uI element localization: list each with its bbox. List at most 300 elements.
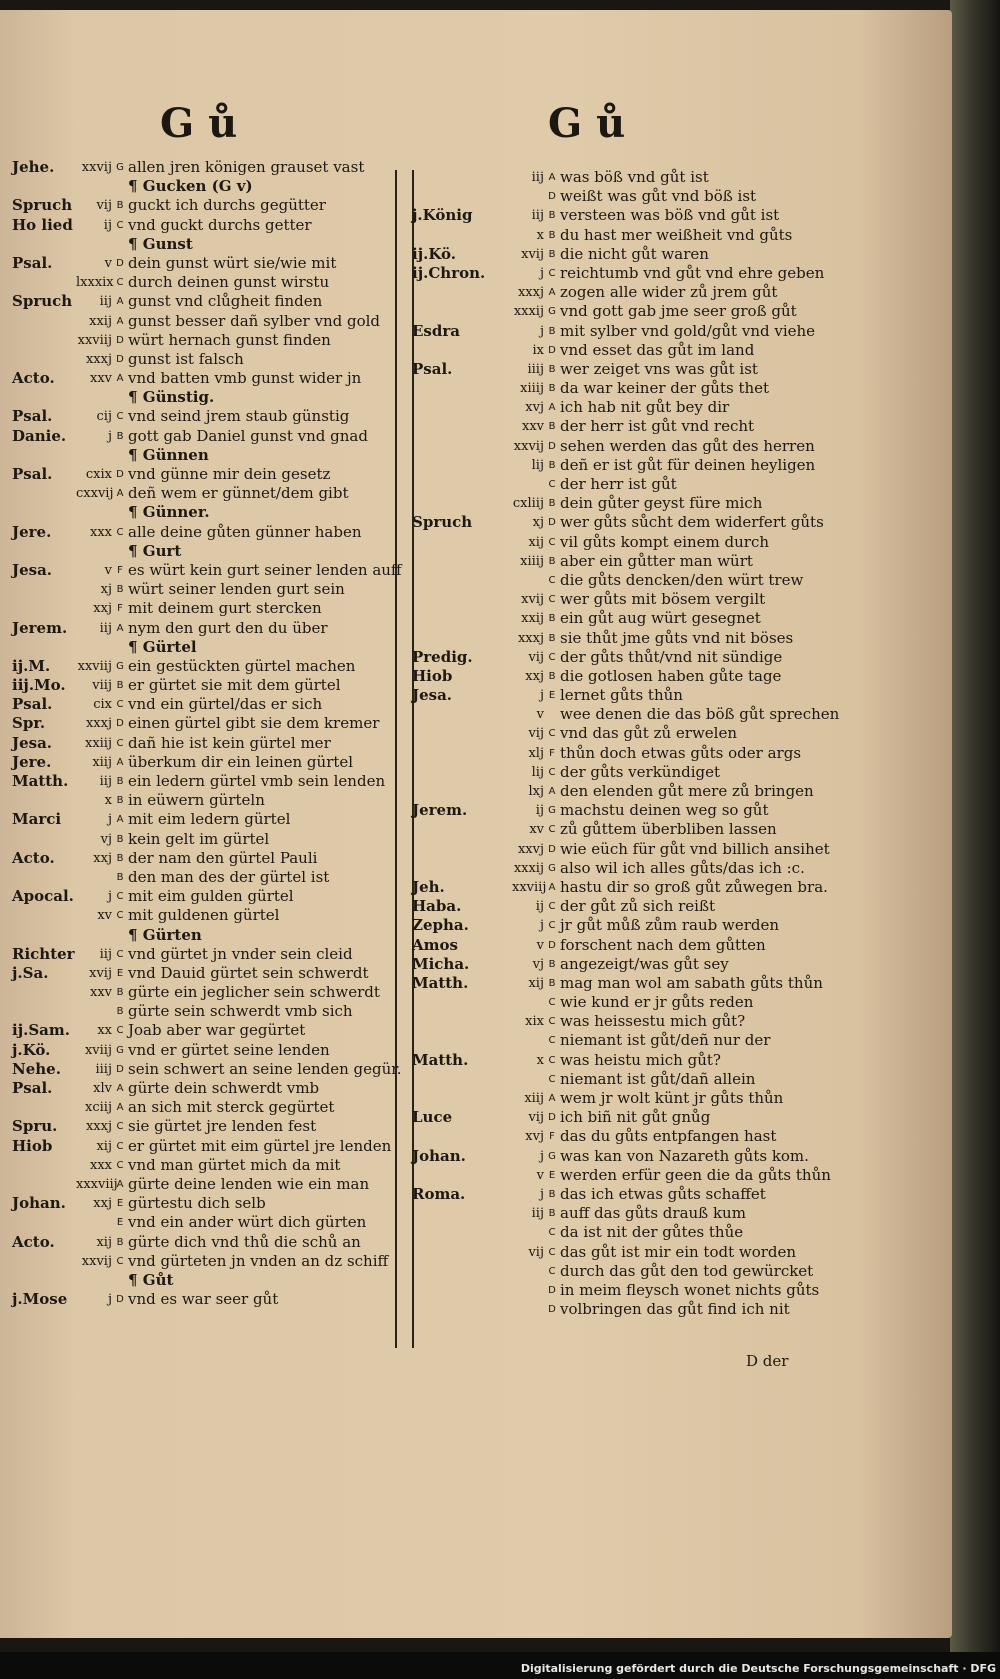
book-reference: ij.M. — [12, 656, 51, 675]
concordance-line — [12, 830, 397, 849]
citation-text: mit guldenen gürtel — [128, 906, 280, 925]
book-reference: Micha. — [412, 954, 470, 973]
chapter-number: j — [539, 323, 544, 339]
chapter-number: j — [539, 1148, 544, 1164]
chapter-number: vij — [528, 726, 544, 742]
citation-text: vnd er gürtet seine lenden — [128, 1040, 330, 1059]
section-letter: D — [116, 1063, 124, 1075]
section-letter: C — [548, 997, 556, 1009]
chapter-number: xvij — [521, 246, 544, 262]
section-letter: A — [548, 1093, 556, 1104]
book-reference: Acto. — [12, 369, 55, 388]
citation-text: gürte deine lenden wie ein man — [128, 1174, 370, 1193]
book-reference: Spruch — [12, 292, 73, 311]
right-column — [412, 168, 840, 1319]
book-reference: Psal. — [12, 1079, 53, 1097]
concordance-line — [12, 560, 402, 580]
concordance-line — [412, 1223, 807, 1242]
book-reference: Hiob — [412, 666, 453, 685]
concordance-line — [12, 1156, 397, 1175]
section-letter: C — [116, 737, 124, 749]
chapter-number: iij — [531, 1206, 544, 1222]
concordance-line — [12, 523, 397, 542]
section-letter: A — [548, 287, 556, 299]
citation-text: vil gůts kompt einem durch — [560, 532, 770, 551]
citation-text: das du gůts entpfangen hast — [560, 1127, 777, 1146]
citation-text: angezeigt/was gůt sey — [560, 954, 729, 973]
book-reference: Esdra — [412, 321, 460, 340]
concordance-line — [412, 1127, 807, 1146]
citation-text: den man des der gürtel ist — [128, 867, 330, 886]
section-letter: A — [116, 1178, 124, 1190]
citation-text: ein ledern gürtel vmb sein lenden — [128, 772, 386, 790]
section-letter: C — [116, 1121, 124, 1133]
chapter-number: xvij — [89, 965, 112, 981]
section-letter: D — [116, 469, 124, 480]
chapter-number: vj — [100, 831, 112, 847]
concordance-line — [12, 619, 397, 638]
chapter-number: x — [536, 1052, 544, 1068]
section-letter: B — [548, 613, 556, 625]
citation-text: sein schwert an seine lenden gegür. — [128, 1059, 402, 1078]
concordance-line — [12, 810, 397, 829]
concordance-line — [412, 206, 807, 225]
concordance-line — [412, 263, 825, 283]
book-reference: j.Sa. — [12, 963, 49, 982]
book-reference: Hiob — [12, 1136, 53, 1155]
chapter-number: v — [104, 255, 112, 271]
book-reference: Jerem. — [412, 801, 468, 820]
book-reference: Johan. — [12, 1194, 66, 1213]
section-letter: F — [117, 603, 123, 615]
citation-text: wer zeiget vns was gůt ist — [560, 359, 758, 378]
concordance-line — [12, 1213, 397, 1232]
concordance-line — [12, 1175, 397, 1194]
concordance-line — [12, 926, 397, 945]
citation-text: gott gab Daniel gunst vnd gnad — [128, 426, 368, 445]
chapter-number: xj — [532, 515, 544, 531]
section-letter: C — [116, 1025, 124, 1037]
concordance-line — [412, 955, 807, 974]
concordance-line — [12, 1117, 397, 1136]
concordance-line — [12, 1194, 397, 1213]
concordance-line — [12, 158, 397, 177]
chapter-number: xxxij — [513, 304, 544, 320]
citation-text: was böß vnd gůt ist — [560, 168, 709, 186]
book-reference: Acto. — [12, 1232, 55, 1251]
citation-text: wie kund er jr gůts reden — [560, 993, 754, 1012]
citation-text: vnd ein ander würt dich gürten — [128, 1213, 367, 1232]
chapter-number: xxij — [521, 611, 544, 627]
concordance-line — [412, 973, 823, 993]
chapter-number: xxxj — [517, 630, 544, 646]
section-letter: D — [548, 1304, 556, 1316]
section-letter: B — [548, 670, 556, 682]
citation-text: da war keiner der gůts thet — [560, 379, 770, 398]
section-letter: C — [548, 651, 556, 663]
concordance-line — [412, 1070, 807, 1089]
concordance-line — [412, 436, 815, 456]
section-letter: C — [548, 1265, 556, 1277]
book-reference: Psal. — [12, 407, 53, 426]
chapter-number: xvj — [525, 1129, 544, 1145]
citation-text: was heissestu mich gůt? — [560, 1012, 746, 1031]
concordance-line — [12, 849, 397, 868]
catchword: D der — [746, 1352, 789, 1370]
book-reference: Danie. — [12, 426, 67, 445]
citation-text: nym den gurt den du über — [128, 618, 328, 637]
concordance-line — [412, 590, 807, 609]
citation-text: die gůts dencken/den würt trew — [560, 570, 804, 589]
section-letter: C — [548, 920, 556, 932]
chapter-number: xciij — [85, 1100, 112, 1116]
citation-text: vnd man gürtet mich da mit — [128, 1155, 341, 1174]
citation-text: forschent nach dem gůtten — [560, 935, 766, 954]
section-letter: F — [549, 747, 555, 759]
chapter-number: xviij — [84, 1042, 112, 1058]
left-column — [12, 158, 402, 1309]
concordance-line — [412, 763, 807, 782]
section-letter: F — [117, 564, 123, 576]
concordance-line — [412, 936, 807, 955]
concordance-line — [12, 407, 397, 426]
citation-text: in meim fleysch wonet nichts gůts — [560, 1280, 820, 1299]
concordance-line — [412, 571, 807, 590]
citation-text: ¶ Gürten — [128, 925, 202, 944]
citation-text: durch das gůt den tod gewürcket — [560, 1261, 814, 1280]
chapter-number: xxv — [89, 985, 112, 1001]
concordance-line — [412, 245, 807, 264]
section-letter: B — [548, 977, 556, 989]
citation-text: vnd es war seer gůt — [128, 1290, 279, 1309]
book-reference: Matth. — [12, 772, 69, 790]
section-letter: A — [548, 172, 556, 183]
book-reference: ij.Chron. — [412, 263, 486, 282]
section-letter: G — [548, 306, 556, 318]
concordance-line — [12, 1137, 397, 1156]
chapter-number: xiij — [524, 1091, 544, 1106]
section-letter: B — [548, 229, 556, 241]
concordance-line — [412, 724, 807, 743]
section-letter: B — [116, 1236, 124, 1248]
citation-text: niemant ist gůt/dañ allein — [560, 1069, 756, 1088]
citation-text: die gotlosen haben gůte tage — [560, 666, 782, 685]
book-reference: Johan. — [412, 1146, 466, 1165]
concordance-line — [412, 1261, 814, 1281]
section-letter: C — [548, 1016, 556, 1028]
citation-text: er gürtet mit eim gürtel jre lenden — [128, 1136, 392, 1155]
concordance-line — [12, 312, 397, 331]
book-page — [0, 10, 952, 1638]
concordance-line — [12, 427, 397, 446]
concordance-line — [412, 609, 807, 628]
section-letter: D — [548, 843, 556, 855]
section-letter: E — [116, 1217, 124, 1229]
citation-text: vnd esset das gůt im land — [560, 340, 755, 359]
section-letter: C — [548, 574, 556, 586]
book-reference: Jehe. — [12, 158, 55, 176]
chapter-number: lij — [531, 457, 544, 473]
section-letter: D — [548, 1284, 556, 1296]
section-letter: C — [116, 411, 124, 423]
citation-text: gürte sein schwerdt vmb sich — [128, 1002, 353, 1021]
citation-text: alle deine gůten günner haben — [128, 522, 362, 541]
concordance-line — [412, 341, 807, 360]
book-reference: Psal. — [12, 695, 53, 714]
citation-text: vnd guckt durchs getter — [128, 215, 312, 234]
concordance-line — [412, 360, 807, 379]
book-reference: Richter — [12, 944, 75, 963]
citation-text: gürte dich vnd thů die schů an — [128, 1232, 361, 1251]
section-letter: G — [116, 162, 124, 173]
section-letter: D — [116, 1294, 124, 1306]
citation-text: der herr ist gůt — [560, 475, 677, 493]
section-letter: B — [116, 795, 124, 807]
section-letter: B — [116, 1006, 124, 1018]
book-reference: Marci — [12, 810, 62, 829]
chapter-number: vij — [528, 649, 544, 665]
section-letter: B — [548, 632, 556, 644]
book-reference: iij.Mo. — [12, 676, 66, 695]
chapter-number: xix — [525, 1014, 544, 1030]
chapter-number: xv — [97, 908, 112, 924]
citation-text: das gůt ist mir ein todt worden — [560, 1242, 797, 1261]
citation-text: guckt ich durchs gegütter — [128, 196, 326, 215]
concordance-line — [12, 388, 397, 407]
chapter-number: j — [107, 812, 112, 828]
section-letter: B — [548, 1208, 556, 1220]
concordance-line — [412, 648, 807, 667]
citation-text: zogen alle wider zů jrem gůt — [560, 283, 778, 302]
concordance-line — [412, 1108, 807, 1127]
concordance-line — [412, 226, 807, 245]
citation-text: machstu deinen weg so gůt — [560, 801, 769, 820]
section-letter: G — [548, 805, 556, 817]
section-letter: A — [116, 296, 124, 308]
section-letter: B — [548, 383, 556, 395]
citation-text: ¶ Günner. — [128, 503, 210, 522]
citation-text: vnd gürtet jn vnder sein cleid — [128, 944, 353, 963]
section-letter: A — [116, 488, 124, 500]
book-reference: Psal. — [12, 253, 53, 272]
chapter-number: viij — [92, 678, 112, 694]
concordance-line — [412, 513, 824, 532]
citation-text: der herr ist gůt vnd recht — [560, 417, 755, 436]
citation-text: deñ er ist gůt für deinen heyligen — [560, 455, 816, 474]
section-letter: C — [548, 1246, 556, 1258]
citation-text: also wil ich alles gůts/das ich :c. — [560, 858, 805, 877]
citation-text: den elenden gůt mere zů bringen — [560, 782, 814, 800]
section-letter: C — [116, 526, 124, 538]
chapter-number: xxviij — [77, 332, 112, 348]
chapter-number: iij — [531, 208, 544, 224]
chapter-number: xij — [528, 975, 544, 991]
section-letter: C — [116, 1159, 124, 1171]
concordance-line — [412, 1300, 807, 1319]
concordance-line — [412, 839, 830, 859]
citation-text: wer gůts mit bösem vergilt — [560, 590, 766, 609]
section-letter: B — [116, 852, 124, 864]
concordance-line — [412, 494, 807, 513]
citation-text: aber ein gůtter man würt — [560, 551, 753, 570]
section-letter: C — [548, 594, 556, 606]
chapter-number: xxviij — [77, 658, 112, 674]
chapter-number: v — [536, 707, 544, 723]
section-letter: C — [116, 219, 124, 231]
section-letter: C — [548, 824, 556, 836]
citation-text: vnd gürteten jn vnden an dz schiff — [128, 1251, 389, 1270]
chapter-number: xlj — [528, 745, 544, 761]
concordance-line — [412, 1204, 807, 1223]
citation-text: der gůt zů sich reißt — [560, 897, 716, 916]
citation-text: Joab aber war gegürtet — [128, 1021, 306, 1040]
citation-text: sie thůt jme gůts vnd nit böses — [560, 628, 794, 647]
section-letter: G — [548, 1150, 556, 1162]
chapter-number: j — [539, 688, 544, 704]
citation-text: gürte dein schwerdt vmb — [128, 1079, 320, 1097]
citation-text: einen gürtel gibt sie dem kremer — [128, 714, 380, 733]
concordance-line — [412, 916, 807, 935]
concordance-line — [412, 705, 840, 724]
chapter-number: xiij — [92, 754, 112, 770]
citation-text: ¶ Günstig. — [128, 388, 215, 407]
book-edge — [950, 0, 1000, 1652]
chapter-number: xxxj — [85, 351, 112, 367]
section-letter: E — [548, 690, 556, 702]
citation-text: weißt was gůt vnd böß ist — [560, 187, 757, 206]
left-column-header: G ů — [160, 100, 238, 147]
section-letter: B — [548, 958, 556, 970]
section-letter: A — [116, 1102, 124, 1114]
concordance-line — [12, 887, 397, 906]
section-letter: A — [116, 756, 124, 768]
concordance-line — [12, 1059, 402, 1079]
citation-text: in eüwern gürteln — [128, 791, 265, 810]
citation-text: ¶ Gürtel — [128, 637, 197, 656]
citation-text: was heistu mich gůt? — [560, 1050, 721, 1069]
chapter-number: xvj — [525, 400, 544, 416]
section-letter: E — [116, 967, 124, 979]
concordance-line — [412, 782, 814, 801]
citation-text: an sich mit sterck gegürtet — [128, 1098, 335, 1117]
section-letter: C — [548, 1054, 556, 1066]
citation-text: würt seiner lenden gurt sein — [128, 580, 345, 599]
chapter-number: xxx — [90, 524, 112, 540]
concordance-line — [12, 983, 397, 1002]
citation-text: mit eim gulden gürtel — [128, 887, 294, 906]
section-letter: D — [116, 718, 124, 730]
chapter-number: xxj — [93, 601, 112, 617]
concordance-line — [412, 398, 807, 417]
citation-text: vnd batten vmb gunst wider jn — [128, 369, 362, 388]
citation-text: ¶ Gurt — [128, 541, 182, 560]
section-letter: B — [548, 555, 556, 567]
citation-text: dein gůter geyst füre mich — [560, 494, 763, 513]
book-reference: ij.Sam. — [12, 1021, 70, 1040]
citation-text: vnd gott gab jme seer groß gůt — [560, 302, 797, 321]
digitization-credit: Digitalisierung gefördert durch die Deutsche Forschungsgemeinschaft · DFG — [520, 1662, 996, 1675]
chapter-number: xij — [528, 534, 544, 550]
book-reference: Amos — [412, 935, 458, 954]
concordance-line — [12, 196, 397, 215]
chapter-number: xxv — [521, 419, 544, 435]
citation-text: was kan von Nazareth gůts kom. — [560, 1146, 809, 1165]
chapter-number: xxxj — [85, 1119, 112, 1135]
section-letter: B — [116, 776, 124, 787]
concordance-line — [12, 542, 397, 561]
section-letter: A — [548, 402, 556, 414]
citation-text: lernet gůts thůn — [560, 686, 683, 705]
chapter-number: vj — [532, 956, 544, 972]
book-reference: ij.Kö. — [412, 244, 457, 263]
chapter-number: lij — [531, 764, 544, 780]
citation-text: werden erfür geen die da gůts thůn — [560, 1165, 831, 1184]
section-letter: C — [548, 536, 556, 548]
concordance-line — [412, 283, 807, 302]
chapter-number: xiiij — [520, 553, 544, 569]
chapter-number: xxxij — [513, 860, 544, 876]
section-letter: A — [116, 814, 124, 826]
section-letter: C — [116, 910, 124, 922]
concordance-line — [12, 791, 397, 810]
citation-text: vnd ein gürtel/das er sich — [128, 695, 323, 714]
chapter-number: v — [536, 937, 544, 953]
concordance-line — [412, 302, 807, 321]
citation-text: mag man wol am sabath gůts thůn — [560, 973, 823, 992]
section-letter: G — [116, 1044, 124, 1056]
concordance-line — [12, 714, 397, 733]
citation-text: gürtestu dich selb — [128, 1194, 266, 1213]
book-reference: Ho lied — [12, 215, 73, 234]
concordance-line — [12, 292, 397, 311]
section-letter: B — [548, 325, 556, 337]
citation-text: gürte ein jeglicher sein schwerdt — [128, 983, 380, 1002]
section-letter: B — [116, 200, 124, 212]
right-column-header: G ů — [548, 100, 626, 147]
chapter-number: x — [536, 227, 544, 243]
chapter-number: j — [107, 428, 112, 444]
book-reference: Matth. — [412, 973, 469, 992]
concordance-line — [412, 475, 807, 494]
concordance-line — [412, 686, 807, 705]
section-letter: E — [548, 1169, 556, 1181]
book-reference: Acto. — [12, 848, 55, 867]
citation-text: ¶ Gunst — [128, 234, 193, 253]
book-reference: j.Kö. — [12, 1040, 51, 1059]
concordance-line — [12, 868, 397, 887]
section-letter: D — [116, 334, 124, 346]
concordance-line — [412, 187, 807, 206]
citation-text: vnd Dauid gürtet sein schwerdt — [128, 963, 369, 982]
concordance-line — [412, 379, 807, 398]
citation-text: der gůts verkündiget — [560, 762, 721, 781]
book-reference: Predig. — [412, 647, 473, 666]
chapter-number: xxviij — [512, 879, 547, 895]
citation-text: allen jren königen grauset vast — [128, 158, 365, 176]
section-letter: C — [116, 948, 124, 960]
concordance-line — [412, 168, 807, 187]
chapter-number: j — [539, 918, 544, 934]
citation-text: jr gůt můß zům raub werden — [560, 916, 780, 935]
citation-text: ¶ Günnen — [128, 445, 209, 464]
citation-text: sehen werden das gůt des herren — [560, 436, 815, 455]
concordance-line — [12, 772, 397, 791]
section-letter: A — [116, 622, 124, 634]
section-letter: D — [548, 939, 556, 951]
chapter-number: xxvj — [517, 841, 544, 857]
concordance-line — [412, 321, 816, 341]
chapter-number: xxxj — [85, 716, 112, 732]
